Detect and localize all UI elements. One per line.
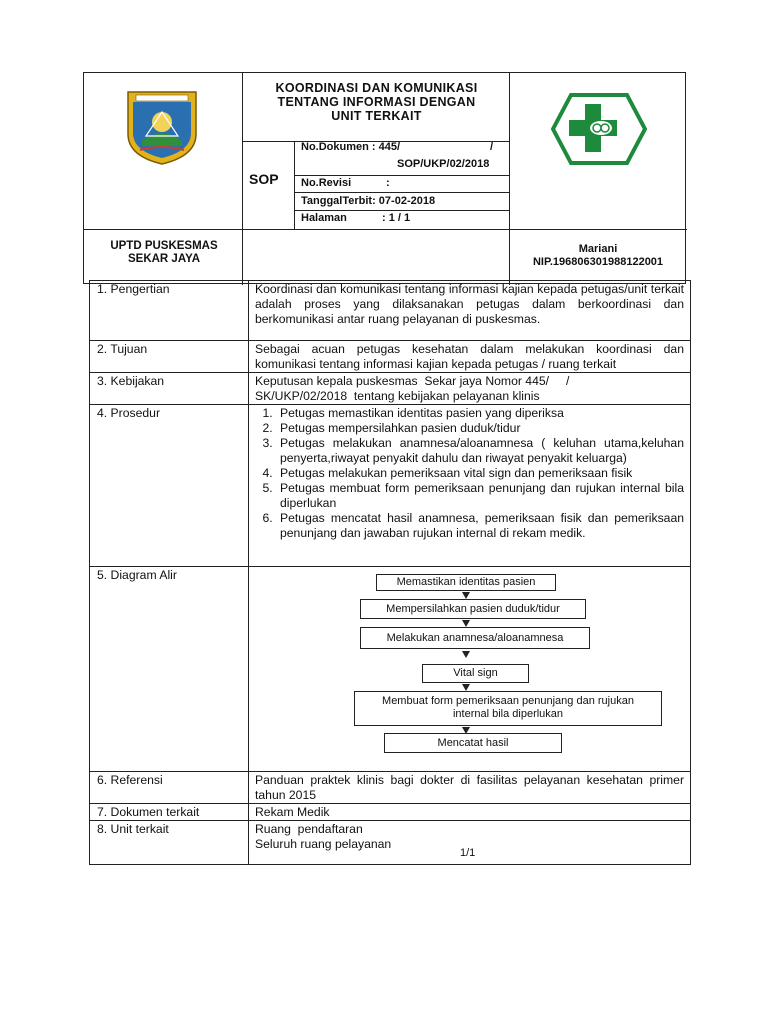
flow-step-5-line-1: Membuat form pemeriksaan penunjang dan rujukan	[382, 695, 634, 707]
row-referensi	[90, 772, 691, 804]
unit-line-1: Ruang pendaftaran	[255, 822, 363, 836]
sop-header	[83, 72, 686, 284]
text-dokumen-terkait: Rekam Medik	[249, 804, 691, 821]
sop-content-table	[89, 280, 691, 865]
no-dokumen-slash: /	[490, 141, 494, 153]
title-line-3: UNIT TERKAIT	[331, 109, 422, 123]
signer-block	[509, 243, 687, 269]
flow-step-5-line-2: internal bila diperlukan	[452, 708, 564, 720]
org-line-2: SEKAR JAYA	[127, 253, 200, 265]
label-dokumen-terkait: 7. Dokumen terkait	[90, 804, 249, 821]
org-line-1: UPTD PUSKESMAS	[110, 240, 218, 252]
flow-step-1: Memastikan identitas pasien	[376, 574, 556, 591]
text-kebijakan	[249, 373, 691, 405]
label-diagram-alir: 5. Diagram Alir	[90, 567, 249, 772]
regional-emblem-logo	[122, 86, 202, 166]
row-diagram-alir	[90, 567, 691, 772]
flow-arrow	[462, 620, 470, 627]
page-number: 1/1	[460, 847, 476, 859]
procedure-list	[255, 406, 684, 541]
flow-arrow	[462, 684, 470, 691]
unit-line-2: Seluruh ruang pelayanan	[255, 837, 392, 851]
text-referensi: Panduan praktek klinis bagi dokter di fasilitas pelayanan kesehatan primer tahun 2015	[249, 772, 691, 804]
flow-arrow	[462, 592, 470, 599]
flow-step-2: Mempersilahkan pasien duduk/tidur	[360, 599, 586, 619]
sop-label: SOP	[249, 171, 279, 187]
procedure-step: 2. Petugas mempersilahkan pasien duduk/tidur	[276, 421, 684, 436]
label-referensi: 6. Referensi	[90, 772, 249, 804]
procedure-step: 3. Petugas melakukan anamnesa/aloanamnesa ( keluhan utama,keluhan penyerta,riwayat penyakit dahulu dan riwayat penyakit keluarga)	[276, 436, 684, 466]
puskesmas-logo	[551, 92, 647, 166]
flow-step-6: Mencatat hasil	[384, 733, 562, 753]
procedure-step: 5. Petugas membuat form pemeriksaan penunjang dan rujukan internal bila diperlukan	[276, 481, 684, 511]
flow-step-5	[354, 691, 662, 726]
title-line-2: TENTANG INFORMASI DENGAN	[277, 95, 476, 109]
no-revisi-value: :	[386, 177, 390, 189]
signer-name: Mariani	[578, 243, 618, 255]
document-title	[244, 81, 509, 123]
label-pengertian: 1. Pengertian	[90, 281, 249, 341]
kebijakan-line-2: SK/UKP/02/2018 tentang kebijakan pelayanan klinis	[255, 389, 540, 403]
halaman-value: : 1 / 1	[382, 212, 411, 224]
flow-diagram-cell	[249, 567, 691, 772]
procedure-step: 1. Petugas memastikan identitas pasien yang diperiksa	[276, 406, 684, 421]
procedure-step: 6. Petugas mencatat hasil anamnesa, pemeriksaan fisik dan pemeriksaan penunjang dan jawaban rujukan internal di rekam medik.	[276, 511, 684, 541]
flow-arrow	[462, 651, 470, 658]
row-pengertian	[90, 281, 691, 341]
title-line-1: KOORDINASI DAN KOMUNIKASI	[275, 81, 478, 95]
halaman-label: Halaman	[301, 212, 347, 224]
kebijakan-line-1: Keputusan kepala puskesmas Sekar jaya Nomor 445/ /	[255, 374, 570, 388]
row-dokumen-terkait	[90, 804, 691, 821]
flow-diagram	[249, 567, 690, 767]
no-dokumen-label: No.Dokumen : 445/	[301, 141, 401, 153]
label-unit-terkait: 8. Unit terkait	[90, 821, 249, 865]
label-kebijakan: 3. Kebijakan	[90, 373, 249, 405]
row-kebijakan	[90, 373, 691, 405]
row-unit-terkait	[90, 821, 691, 865]
label-prosedur: 4. Prosedur	[90, 405, 249, 567]
label-tujuan: 2. Tujuan	[90, 341, 249, 373]
flow-step-4: Vital sign	[422, 664, 529, 683]
signer-nip: NIP.196806301988122001	[532, 256, 664, 268]
text-pengertian: Koordinasi dan komunikasi tentang informasi kajian kepada petugas/unit terkait adalah proses yang dilaksanakan petugas dalam berkoordinasi dan berkomunikasi antar ruang pelayanan di puskesmas.	[249, 281, 691, 341]
procedure-step: 4. Petugas melakukan pemeriksaan vital sign dan pemeriksaan fisik	[276, 466, 684, 481]
row-prosedur	[90, 405, 691, 567]
no-dokumen-code: SOP/UKP/02/2018	[397, 158, 490, 170]
organization-name	[84, 240, 244, 266]
flow-step-3: Melakukan anamnesa/aloanamnesa	[360, 627, 590, 649]
text-prosedur	[249, 405, 691, 567]
no-revisi-label: No.Revisi	[301, 177, 352, 189]
text-tujuan: Sebagai acuan petugas kesehatan dalam melakukan koordinasi dan komunikasi tentang informasi kajian kepada petugas / ruang terkait	[249, 341, 691, 373]
row-tujuan	[90, 341, 691, 373]
tanggal-terbit: TanggalTerbit: 07-02-2018	[301, 195, 436, 207]
